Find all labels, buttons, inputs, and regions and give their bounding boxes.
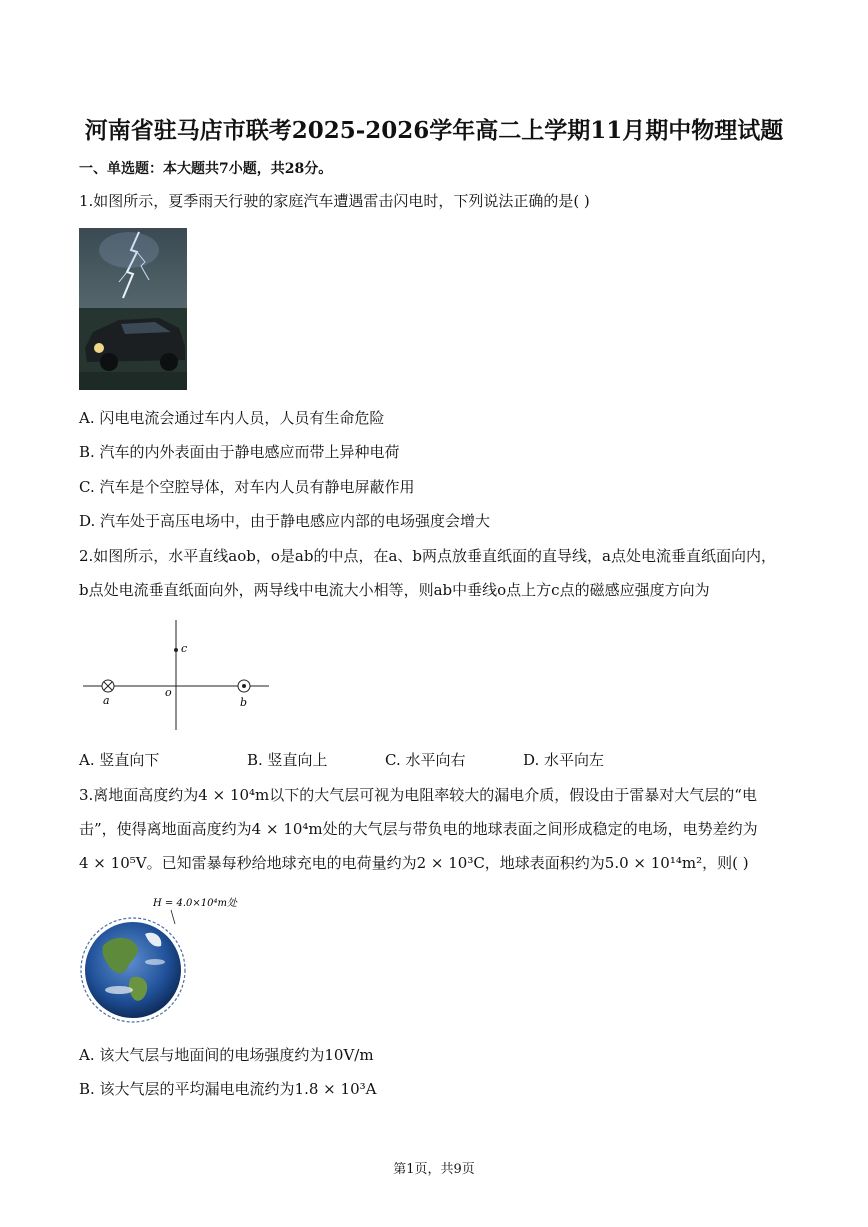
earth-atmosphere-figure: [79, 894, 269, 1024]
q2-stem-line1: 2.如图所示，水平直线aob，o是ab的中点，在a、b两点放垂直纸面的直导线，a点处电流垂直纸面向内，: [79, 547, 776, 565]
point-b-label: b: [240, 696, 248, 709]
q2-options: [79, 749, 604, 771]
q3-stem-line1: 3.离地面高度约为4 × 10⁴m以下的大气层可视为电阻率较大的漏电介质，假设由于雷暴对大气层的“电: [79, 786, 757, 804]
page-footer: 第1页，共9页: [393, 1162, 475, 1177]
point-c-label: c: [181, 642, 188, 655]
wire-diagram: [79, 614, 279, 734]
wire-b-out-of-page-icon: [238, 680, 250, 692]
q2-option-d: D. 水平向左: [523, 751, 605, 769]
q2-option-b: B. 竖直向上: [247, 751, 328, 769]
q1-stem: 1.如图所示，夏季雨天行驶的家庭汽车遭遇雷击闪电时，下列说法正确的是( ): [79, 192, 590, 210]
q1-option-d: D. 汽车处于高压电场中，由于静电感应内部的电场强度会增大: [79, 512, 491, 530]
page-title: 河南省驻马店市联考2025-2026学年高二上学期11月期中物理试题: [84, 117, 784, 144]
q2-option-a: A. 竖直向下: [79, 751, 160, 769]
q3-option-b: B. 该大气层的平均漏电电流约为1.8 × 10³A: [79, 1080, 377, 1098]
q1-option-a: A. 闪电电流会通过车内人员，人员有生命危险: [79, 409, 385, 427]
q2-stem-line2: b点处电流垂直纸面向外，两导线中电流大小相等，则ab中垂线o点上方c点的磁感应强度方向为: [79, 581, 710, 599]
wire-a-into-page-icon: [102, 680, 114, 692]
q3-option-a: A. 该大气层与地面间的电场强度约为10V/m: [79, 1046, 374, 1064]
height-label: H = 4.0×10⁴m处: [153, 898, 237, 909]
section-heading: 一、单选题：本大题共7小题，共28分。: [79, 161, 333, 177]
q3-stem-line3: 4 × 10⁵V。已知雷暴每秒给地球充电的电荷量约为2 × 10³C，地球表面积约为5.0 × 10¹⁴m²，则( ): [79, 854, 749, 872]
q1-option-c: C. 汽车是个空腔导体，对车内人员有静电屏蔽作用: [79, 478, 415, 496]
q2-option-c: C. 水平向右: [385, 751, 466, 769]
q1-option-b: B. 汽车的内外表面由于静电感应而带上异种电荷: [79, 443, 400, 461]
point-o-label: o: [165, 686, 172, 699]
point-a-label: a: [103, 694, 110, 707]
q3-stem-line2: 击”，使得离地面高度约为4 × 10⁴m处的大气层与带负电的地球表面之间形成稳定的电场，电势差约为: [79, 820, 758, 838]
lightning-car-photo: [79, 228, 187, 390]
